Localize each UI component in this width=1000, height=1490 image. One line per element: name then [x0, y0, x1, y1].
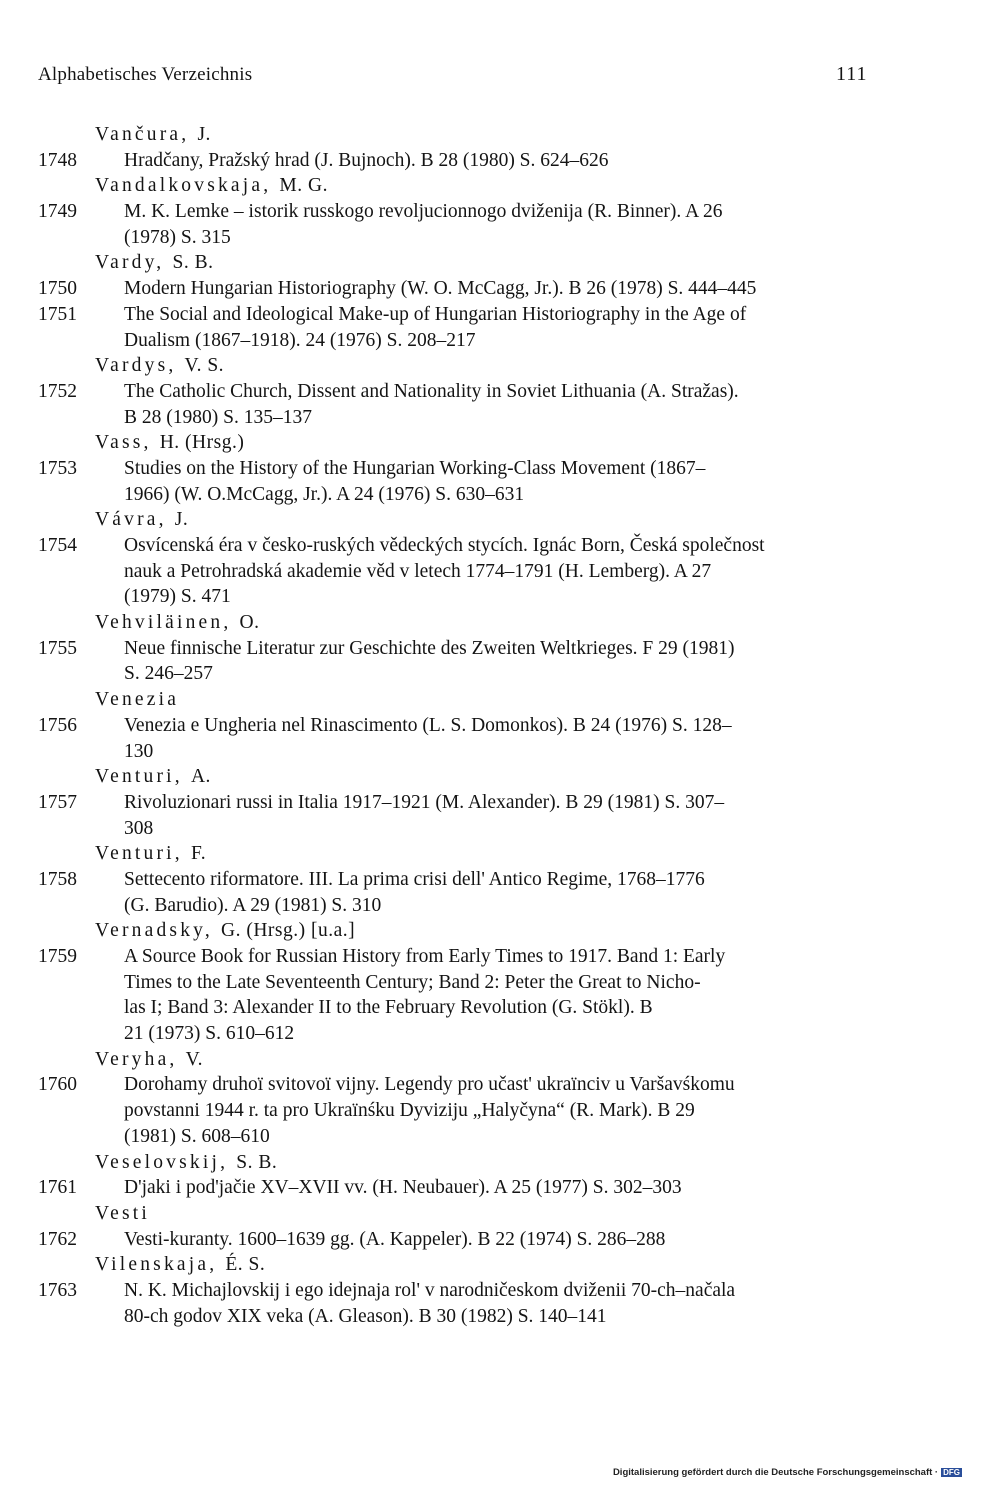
entry-text: (G. Barudio). A 29 (1981) S. 310: [124, 894, 382, 916]
index-entry-continuation: [38, 225, 918, 251]
author-given-name: É. S.: [225, 1254, 266, 1276]
entry-number: 1750: [38, 278, 77, 300]
entry-text: 308: [124, 817, 154, 839]
index-entry-continuation: [38, 559, 918, 585]
index-entry: [38, 148, 918, 174]
index-entry-continuation: [38, 739, 918, 765]
index-entry: [38, 790, 918, 816]
entry-number: 1752: [38, 380, 77, 402]
entry-number: 1763: [38, 1279, 77, 1301]
author-name: Vardys,: [95, 355, 177, 377]
author-heading: [38, 1150, 918, 1176]
index-entry-continuation: [38, 970, 918, 996]
index-entry: [38, 636, 918, 662]
author-name: Venezia: [95, 689, 180, 711]
index-entry: [38, 1278, 918, 1304]
index-entry: [38, 1175, 918, 1201]
entry-number: 1751: [38, 303, 77, 325]
entry-text: M. K. Lemke – istorik russkogo revoljucionnogo dviženija (R. Binner). A 26: [124, 201, 723, 223]
entry-text: 1966) (W. O.McCagg, Jr.). A 24 (1976) S. 630–631: [124, 483, 525, 505]
author-heading: [38, 610, 918, 636]
dfg-logo-icon: DFG: [943, 1467, 960, 1477]
author-name: Vilenskaja,: [95, 1254, 218, 1276]
author-heading: [38, 122, 918, 148]
author-given-name: V. S.: [184, 355, 225, 377]
entry-text: (1981) S. 608–610: [124, 1125, 270, 1147]
author-given-name: S. B.: [236, 1151, 278, 1173]
entry-number: 1762: [38, 1228, 77, 1250]
entry-text: 130: [124, 740, 154, 762]
index-entry: [38, 867, 918, 893]
author-given-name: H. (Hrsg.): [159, 432, 245, 454]
author-given-name: S. B.: [172, 252, 214, 274]
author-heading: [38, 1047, 918, 1073]
index-entry: [38, 1227, 918, 1253]
author-heading: [38, 250, 918, 276]
index-entry-continuation: [38, 328, 918, 354]
index-entry: [38, 379, 918, 405]
author-given-name: J.: [174, 509, 189, 531]
author-given-name: M. G.: [279, 175, 328, 197]
entry-text: Neue finnische Literatur zur Geschichte des Zweiten Weltkrieges. F 29 (1981): [124, 637, 735, 659]
entry-text: A Source Book for Russian History from Early Times to 1917. Band 1: Early: [124, 946, 726, 967]
entry-text: 21 (1973) S. 610–612: [124, 1023, 295, 1045]
entry-text: Settecento riformatore. III. La prima crisi dell' Antico Regime, 1768–1776: [124, 868, 705, 890]
entry-number: 1756: [38, 714, 77, 736]
author-heading: [38, 918, 918, 944]
entry-text: Osvícenská éra v česko-ruských vědeckých stycích. Ignác Born, Česká společnost: [124, 535, 765, 556]
index-entry: [38, 944, 918, 970]
index-entry-continuation: [38, 584, 918, 610]
page-number: 111: [836, 63, 868, 85]
entry-text: las I; Band 3: Alexander II to the February Revolution (G. Stökl). B: [124, 997, 653, 1019]
entry-text: N. K. Michajlovskij i ego idejnaja rol' v narodničeskom dviženii 70-ch–načala: [124, 1279, 736, 1301]
entry-text: 80-ch godov XIX veka (A. Gleason). B 30 (1982) S. 140–141: [124, 1305, 607, 1327]
entry-text: Modern Hungarian Historiography (W. O. McCagg, Jr.). B 26 (1978) S. 444–445: [124, 278, 757, 300]
index-entry-continuation: [38, 1021, 918, 1047]
entry-text: D'jaki i pod'jačie XV–XVII vv. (H. Neubauer). A 25 (1977) S. 302–303: [124, 1177, 682, 1199]
digitization-note: [613, 1467, 962, 1478]
author-name: Veselovskij,: [95, 1151, 229, 1173]
entry-number: 1755: [38, 637, 77, 659]
author-heading: [38, 1252, 918, 1278]
author-given-name: F.: [190, 843, 207, 865]
entry-number: 1754: [38, 535, 77, 556]
index-entries: [38, 122, 918, 1329]
author-heading: [38, 430, 918, 456]
author-heading: [38, 173, 918, 199]
index-entry: [38, 456, 918, 482]
index-entry: [38, 1072, 918, 1098]
author-given-name: V.: [185, 1048, 204, 1070]
entry-text: B 28 (1980) S. 135–137: [124, 406, 312, 428]
author-heading: [38, 1201, 918, 1227]
digitization-note-text: Digitalisierung gefördert durch die Deutsche Forschungsgemeinschaft ·: [612, 1467, 939, 1478]
index-entry-continuation: [38, 405, 918, 431]
index-entry: [38, 533, 918, 559]
index-entry-continuation: [38, 893, 918, 919]
entry-text: nauk a Petrohradská akademie věd v letech 1774–1791 (H. Lemberg). A 27: [124, 560, 712, 582]
author-name: Venturi,: [95, 766, 183, 788]
author-heading: [38, 687, 918, 713]
index-entry-continuation: [38, 661, 918, 687]
index-entry-continuation: [38, 816, 918, 842]
author-heading: [38, 507, 918, 533]
entry-number: 1753: [38, 457, 77, 479]
entry-text: The Catholic Church, Dissent and Nationality in Soviet Lithuania (A. Stražas).: [124, 380, 739, 402]
entry-text: Venezia e Ungheria nel Rinascimento (L. S. Domonkos). B 24 (1976) S. 128–: [124, 714, 732, 736]
author-name: Vehviläinen,: [95, 612, 232, 634]
index-entry-continuation: [38, 1098, 918, 1124]
entry-text: povstanni 1944 r. ta pro Ukraïnśku Dyviziju „Halyčyna“ (R. Mark). B 29: [124, 1100, 695, 1122]
entry-text: (1978) S. 315: [124, 226, 231, 248]
entry-number: 1748: [38, 149, 77, 171]
page-header-title: Alphabetisches Verzeichnis: [38, 64, 253, 85]
index-entry-continuation: [38, 482, 918, 508]
author-name: Venturi,: [95, 843, 183, 865]
entry-number: 1760: [38, 1074, 77, 1096]
entry-text: Rivoluzionari russi in Italia 1917–1921 (M. Alexander). B 29 (1981) S. 307–: [124, 791, 725, 813]
author-name: Vančura,: [95, 124, 190, 145]
entry-number: 1757: [38, 791, 77, 813]
author-heading: [38, 764, 918, 790]
entry-text: The Social and Ideological Make-up of Hungarian Historiography in the Age of: [124, 303, 747, 325]
index-entry-continuation: [38, 1124, 918, 1150]
index-entry: [38, 199, 918, 225]
entry-number: 1749: [38, 201, 77, 223]
entry-text: Dorohamy druhoï svitovoï vijny. Legendy pro učast' ukraïnciv u Varšavśkomu: [124, 1074, 735, 1096]
author-name: Vávra,: [95, 509, 167, 531]
index-entry: [38, 276, 918, 302]
entry-text: Hradčany, Pražský hrad (J. Bujnoch). B 28 (1980) S. 624–626: [124, 149, 609, 171]
entry-text: Studies on the History of the Hungarian Working-Class Movement (1867–: [124, 457, 706, 479]
author-given-name: A.: [190, 766, 211, 788]
index-entry: [38, 713, 918, 739]
author-given-name: J.: [197, 124, 211, 145]
entry-text: Times to the Late Seventeenth Century; Band 2: Peter the Great to Nicho-: [124, 971, 701, 993]
index-entry-continuation: [38, 1304, 918, 1330]
author-name: Vandalkovskaja,: [95, 175, 272, 197]
entry-text: S. 246–257: [124, 663, 213, 685]
author-given-name: G. (Hrsg.) [u.a.]: [221, 920, 356, 942]
index-entry-continuation: [38, 995, 918, 1021]
index-entry: [38, 302, 918, 328]
entry-text: Dualism (1867–1918). 24 (1976) S. 208–217: [124, 329, 476, 351]
author-name: Veryha,: [95, 1048, 178, 1070]
entry-text: Vesti-kuranty. 1600–1639 gg. (A. Kappeler). B 22 (1974) S. 286–288: [124, 1228, 666, 1250]
author-name: Vass,: [95, 432, 152, 454]
author-name: Vardy,: [95, 252, 165, 274]
entry-text: (1979) S. 471: [124, 586, 231, 608]
author-name: Vernadsky,: [95, 920, 213, 942]
entry-number: 1759: [38, 946, 77, 967]
author-given-name: O.: [239, 612, 260, 634]
entry-number: 1758: [38, 868, 77, 890]
author-name: Vesti: [95, 1202, 150, 1224]
entry-number: 1761: [38, 1177, 77, 1199]
author-heading: [38, 841, 918, 867]
author-heading: [38, 353, 918, 379]
